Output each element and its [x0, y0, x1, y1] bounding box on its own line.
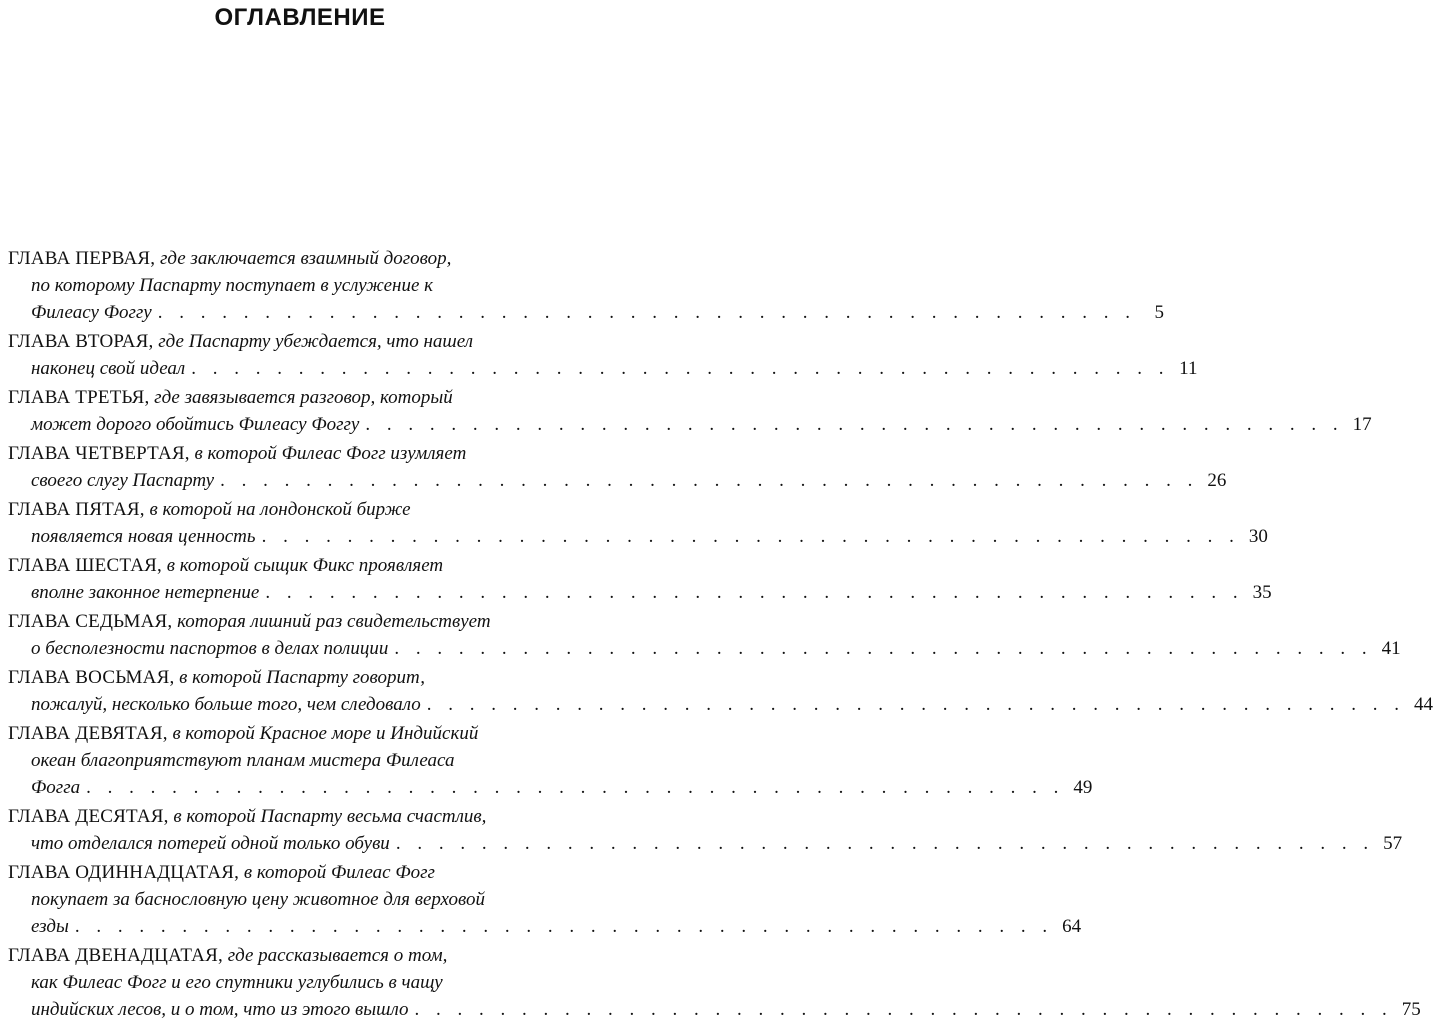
dot-leader: . . . . . . . . . . . . . . . . . . . . . . . . . . . . . . . . . . . . . . . . . . . . . .: [86, 777, 1065, 798]
chapter-description: вполне законное нетерпение: [31, 582, 260, 603]
dot-leader: . . . . . . . . . . . . . . . . . . . . . . . . . . . . . . . . . . . . . . . . . . . . . .: [74, 916, 1054, 937]
chapter-name: ГЛАВА ПЕРВАЯ,: [8, 248, 156, 269]
chapter-name: ГЛАВА СЕДЬМАЯ,: [8, 611, 173, 632]
toc-entry[interactable]: [8, 245, 1164, 328]
chapter-description: езды: [31, 916, 69, 937]
toc-entry-last-line: [8, 299, 1164, 326]
toc-entry-last-line: [8, 913, 1082, 940]
page-title: ОГЛАВЛЕНИЕ: [214, 4, 386, 31]
toc-entry-first-line: [8, 328, 594, 355]
toc-entry[interactable]: [8, 859, 1082, 942]
chapter-description: своего слугу Паспарту: [31, 470, 215, 491]
chapter-description: появляется новая ценность: [31, 526, 256, 547]
toc-entry[interactable]: [8, 803, 1403, 859]
toc-entry-last-line: [8, 691, 1433, 718]
chapter-description: индийских лесов, и о том, что из этого вышло: [31, 999, 409, 1020]
toc-entry-last-line: [8, 411, 1372, 438]
chapter-description: Фогга: [31, 777, 81, 798]
toc-entry-first-line: [8, 245, 594, 272]
chapter-name: ГЛАВА ВТОРАЯ,: [8, 331, 154, 352]
dot-leader: . . . . . . . . . . . . . . . . . . . . . . . . . . . . . . . . . . . . . . . . . . . . . .: [414, 999, 1393, 1020]
chapter-name: ГЛАВА ШЕСТАЯ,: [8, 555, 162, 576]
dot-leader: . . . . . . . . . . . . . . . . . . . . . . . . . . . . . . . . . . . . . . . . . . . . . .: [220, 470, 1199, 491]
toc-entry[interactable]: [8, 664, 1433, 720]
chapter-name: ГЛАВА ЧЕТВЕРТАЯ,: [8, 443, 190, 464]
page-number[interactable]: 49: [1073, 777, 1093, 798]
page-number[interactable]: 44: [1413, 694, 1433, 715]
chapter-name: ГЛАВА ДЕСЯТАЯ,: [8, 806, 169, 827]
dot-leader: . . . . . . . . . . . . . . . . . . . . . . . . . . . . . . . . . . . . . . . . . . . . . .: [426, 694, 1405, 715]
chapter-name: ГЛАВА ВОСЬМАЯ,: [8, 667, 175, 688]
chapter-name: ГЛАВА ДЕВЯТАЯ,: [8, 723, 168, 744]
toc-entry-first-line: [8, 859, 594, 886]
toc-entry-last-line: [8, 635, 1401, 662]
chapter-name: ГЛАВА ДВЕНАДЦАТАЯ,: [8, 945, 223, 966]
chapter-description: где заключается взаимный договор,: [159, 248, 452, 269]
toc-entry-first-line: [8, 664, 594, 691]
toc-entry-middle-line: [8, 969, 594, 996]
toc-entry[interactable]: [8, 720, 1093, 803]
page-number[interactable]: 75: [1401, 999, 1421, 1020]
table-of-contents: [8, 245, 1433, 1025]
toc-entry-first-line: [8, 720, 594, 747]
chapter-description: в которой на лондонской бирже: [149, 499, 411, 520]
toc-entry-first-line: [8, 440, 594, 467]
chapter-name: ГЛАВА ПЯТАЯ,: [8, 499, 145, 520]
toc-entry[interactable]: [8, 328, 1198, 384]
toc-entry-last-line: [8, 774, 1093, 801]
toc-entry-first-line: [8, 803, 594, 830]
toc-entry[interactable]: [8, 608, 1401, 664]
page-number[interactable]: 35: [1252, 582, 1272, 603]
chapter-description: океан благоприятствуют планам мистера Филеаса: [31, 750, 455, 771]
toc-entry-last-line: [8, 996, 1421, 1023]
chapter-description: что отделался потерей одной только обуви: [31, 833, 390, 854]
toc-entry-last-line: [8, 467, 1227, 494]
chapter-description: покупает за баснословную цену животное для верховой: [31, 889, 486, 910]
dot-leader: . . . . . . . . . . . . . . . . . . . . . . . . . . . . . . . . . . . . . . . . . . . . . .: [395, 833, 1375, 854]
dot-leader: . . . . . . . . . . . . . . . . . . . . . . . . . . . . . . . . . . . . . . . . . . . . . .: [191, 358, 1170, 379]
toc-entry[interactable]: [8, 496, 1268, 552]
toc-entry-first-line: [8, 942, 594, 969]
page-number[interactable]: 57: [1383, 833, 1403, 854]
page-number[interactable]: 17: [1352, 414, 1372, 435]
chapter-description: Филеасу Фоггу: [31, 302, 152, 323]
chapter-description: в которой Паспарту весьма счастлив,: [173, 806, 487, 827]
page-number[interactable]: 64: [1062, 916, 1082, 937]
page-number[interactable]: 11: [1179, 358, 1198, 379]
chapter-description: в которой Красное море и Индийский: [172, 723, 479, 744]
chapter-description: о бесполезности паспортов в делах полиции: [31, 638, 389, 659]
toc-entry-middle-line: [8, 747, 594, 774]
chapter-description: которая лишний раз свидетельствует: [177, 611, 491, 632]
chapter-name: ГЛАВА ОДИННАДЦАТАЯ,: [8, 862, 240, 883]
toc-entry[interactable]: [8, 440, 1227, 496]
chapter-description: по которому Паспарту поступает в услужение к: [31, 275, 434, 296]
dot-leader: . . . . . . . . . . . . . . . . . . . . . . . . . . . . . . . . . . . . . . . . . . . . . .: [157, 302, 1136, 323]
toc-entry-first-line: [8, 552, 594, 579]
page-number[interactable]: 5: [1154, 302, 1164, 323]
page-number[interactable]: 41: [1381, 638, 1401, 659]
chapter-description: где завязывается разговор, который: [154, 387, 453, 408]
dot-leader: . . . . . . . . . . . . . . . . . . . . . . . . . . . . . . . . . . . . . . . . . . . . . .: [265, 582, 1244, 603]
page-number[interactable]: 30: [1248, 526, 1268, 547]
chapter-description: наконец свой идеал: [31, 358, 186, 379]
toc-entry[interactable]: [8, 942, 1421, 1025]
dot-leader: . . . . . . . . . . . . . . . . . . . . . . . . . . . . . . . . . . . . . . . . . . . . . .: [394, 638, 1373, 659]
toc-entry-first-line: [8, 608, 594, 635]
dot-leader: . . . . . . . . . . . . . . . . . . . . . . . . . . . . . . . . . . . . . . . . . . . . . .: [365, 414, 1344, 435]
toc-entry-first-line: [8, 496, 594, 523]
chapter-description: где рассказывается о том,: [227, 945, 448, 966]
page-number[interactable]: 26: [1207, 470, 1227, 491]
chapter-name: ГЛАВА ТРЕТЬЯ,: [8, 387, 150, 408]
toc-entry-middle-line: [8, 272, 594, 299]
chapter-description: пожалуй, несколько больше того, чем следовало: [31, 694, 421, 715]
toc-entry[interactable]: [8, 552, 1272, 608]
toc-entry-middle-line: [8, 886, 594, 913]
chapter-description: в которой Филеас Фогг: [243, 862, 435, 883]
toc-entry[interactable]: [8, 384, 1372, 440]
chapter-description: где Паспарту убеждается, что нашел: [158, 331, 473, 352]
chapter-description: в которой сыщик Фикс проявляет: [166, 555, 444, 576]
toc-entry-last-line: [8, 355, 1198, 382]
toc-entry-last-line: [8, 830, 1403, 857]
toc-entry-last-line: [8, 523, 1268, 550]
chapter-description: в которой Филеас Фогг изумляет: [194, 443, 467, 464]
chapter-description: как Филеас Фогг и его спутники углубились в чащу: [31, 972, 443, 993]
toc-entry-first-line: [8, 384, 594, 411]
dot-leader: . . . . . . . . . . . . . . . . . . . . . . . . . . . . . . . . . . . . . . . . . . . . . .: [261, 526, 1240, 547]
chapter-description: в которой Паспарту говорит,: [179, 667, 425, 688]
toc-entry-last-line: [8, 579, 1272, 606]
chapter-description: может дорого обойтись Филеасу Фоггу: [31, 414, 360, 435]
